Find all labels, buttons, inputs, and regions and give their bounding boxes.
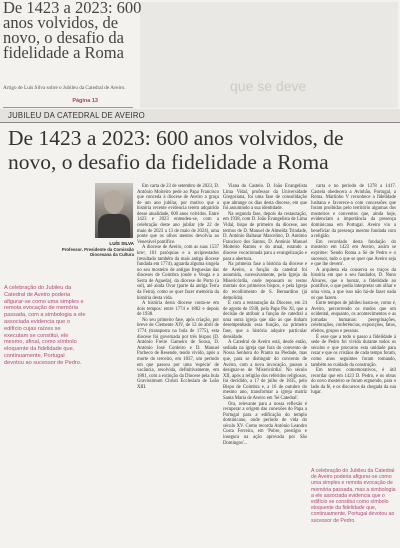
pull-quote: A celebração do Jubileu da Catedral de Aveiro poderia afigurar-se como uma simples e remota evocação de memória passada, com a simbologia a ele associada evidencia que o edifício cujas raízes se executam se constitui, ele mesmo, afinal, como símbolo eloquente da fidelidade que, continuamente, Portugal devotou ao sucessor de Pedro. xyxy=(4,285,86,366)
author-photo-body xyxy=(98,214,130,238)
paragraph: No seu primeiro fase, após criação, por breve de Clemente XIV, de 12 de abril de 1774 (transposta na bula de 1775), esta diocese foi governada por três bispos (D. António Freire Gameiro de Sousa, D. António José Cordeiro e D. Manuel Pacheco de Resende, tendo vivido, após a morte do terceiro, em 1837, um período em que passou por uma 'espécie' de vacância, resolvida, definitivamente, em 1881, com a extinção da Diocese pela bula Gravissimum Christi Ecclesiam de Leão XIII. xyxy=(137,317,219,390)
paragraph: É com a restauração da Diocese, em 24 de agosto de 1938, pela Papa Pio XI, que a decisão de atribuir a função de catedral a uma outra igreja que não as que tinham desempenhado essa função, na primeira fase, que a história adquire particular densidade. xyxy=(223,301,307,340)
paragraph: Viana do Castelo. D. João Evangelista Lima Vidal, professor da Universidade Gregoriana, foi uma fase de consolidação que abrange os dias desta diocese, em que foi assumindo a sua identidade. xyxy=(223,184,307,212)
author-name: LUÍS SILVA xyxy=(109,241,134,246)
body-column-3 xyxy=(311,184,396,396)
paragraph: Na segunda fase, depois da restauração, em 1938, com D. João Evangelista de Lima Vidal, bispo de primeiro da diocese, aos termos de D. Manuel de Almeida Trindade, D. António Baltasar Marcelino, D. António Francisco dos Santos, D. António Manuel Moiteiro Ramos e do atual, estando a diocese vocacionada para a evangelização e para a abertura. xyxy=(223,211,307,262)
teaser-divider xyxy=(3,107,133,108)
paragraph: Em carta de 23 de setembro de 2023, D. António Moiteiro pede ao Papa Francisco que conceda à diocese de Aveiro a graça de um ano jubilar, por motivo que a história recente evidencia terem adquirido desse atualidade, 600 anos volvidos. Entre 1423 e 2023 entendeu-se, com a celebração deste ano jubilar (de 22 de maio de 2023 a 13 de maio de 2024), uma ponte que os olhos atentos devolvia ao Venerável pontífice. xyxy=(137,184,219,245)
teaser-page-link[interactable]: Página 13 xyxy=(72,98,98,104)
paragraph: Em termos comemorativos, é útil recordar que em 1423 D. Pedro, e os obras do novo mosteiro se foram erguendo, para o lado da fé, e os discursos da chegada da sua lugar. xyxy=(311,368,396,396)
section-label: JUBILEU DA CATEDRAL DE AVEIRO xyxy=(8,111,145,120)
paragraph: A diocese de Aveiro, com as suas 1537 km², 101 paróquias e a arciprestados (resultado também da mais antiga diocese fundada em 1774), aguarda alguma singela no seu mosteiro de antigas freguesias das dioceses de Coimbra (onde o Vouga e a Serra de Agueda), da diocese do Porto (a sul), até ainda Ovar (parte da antiga Terra da Feira), como se quer fazer memória da história desta vida. xyxy=(137,245,219,301)
author-photo-face xyxy=(104,190,124,214)
closing-quote: A celebração do Jubileu da Catedral de Aveiro poderia afigurar-se como uma simples e remota evocação de memória passada, mas a simbologia a ele associada evidencia que o edifício se constitui como símbolo eloquente da fidelidade que, continuamente, Portugal devotou ao sucessor de Pedro. xyxy=(311,468,396,524)
paragraph: A arquiteta ela conserva os traços da história em que o seu fundador, D. Nuno Álvares, que o honrar, a fidelidade ao pontífice, o que podia interpretar um olhar e uma vista, a que isso não há-de fazer nada os que fazem. xyxy=(311,267,396,301)
paragraph: Em recordado desta fundação do mosteiro em 1423 em Aveiro, assim se exprime: 'Sendo Roma a Sé de Pedro e o sucessor, tudo o que se quer que Aveiro seja e que lhe devem'. xyxy=(311,239,396,268)
paragraph: É esse que a todo o passo a fidelidade à sede de Pedro foi vivida durante todos os séculos e que procurou esta unidade para rezar e que os cristãos de cada tempo foram, como anos seguintes foram tomando, também ao cuidado da construção. xyxy=(311,334,396,368)
paragraph: Entre tempos de jubileu basta-se, como é, Aveiro, percorrendo os modos que um ocidental, enquanto, os acontecimentos e as jornadas humanas: peregrinações, celebrações, conferências, exposições, fatos, efeitos, grupos e pessoas. xyxy=(311,301,396,335)
paragraph: carta e no período de 1378 a 1417. Castela obedecera a Avinhão, Portugal, a Roma. Martinho V reconhece a fidelidade lusitana e favorece-a com concessões que foram proibidas pelo território algumas dos mosteiros e conventos que, ainda hoje, evidenciam a importância da presença dominicana em Portugal. Aveiro viu a beneficiar da presença mesmo fundada com a religião. xyxy=(311,184,396,240)
teaser-title[interactable]: De 1423 a 2023: 600 anos volvidos, de novo, o desafio da fidelidade a Roma xyxy=(3,0,142,62)
paragraph: A história desta diocese conta-se em dois tempos: entre 1774 e 1882 e depois de 1938. xyxy=(137,301,219,318)
article-headline: De 1423 a 2023: 600 anos volvidos, de novo, o desafio da fidelidade a Roma xyxy=(8,126,344,174)
body-column-1 xyxy=(137,184,219,390)
paragraph: Ora, relevante para a nossa reflexão é recuperar a origem das conexões do Papa a Portugal para a edificação do templo dominicano, onde período de vida do século XV. Como recorda António Leandro Costa Ferreira, em 'Pobre, prestígio e insegura na ação aprovada por São Domingos'... xyxy=(223,401,307,446)
section-divider xyxy=(0,122,400,123)
author-role: Professor. Presidente da Comissão Diocesana da Cultura xyxy=(61,247,134,258)
body-column-2 xyxy=(223,184,307,446)
teaser-subtitle: Artigo de Luís Silva sobre o Jubileu da Catedral de Aveiro. xyxy=(3,85,126,91)
paragraph: Na primeira fase a história da diocese e de Aveiro, a função da catedral foi assumida, sucessivamente, pela Igreja da Misericórdia, onde repousam os restos mortais dos primeiros bispos, e pela Igreja do recolhimento de S. Bernardino (já demolida). xyxy=(223,262,307,301)
paragraph: A Catedral de Aveiro está, desde então, sediada na igreja que fora do convento de Nossa Senhora do Pranto na Piedade, mas que, para se distinguir do convento de Aveiro, com a nova invocação, passou a designar-se de 'Misericórdia'. No século XII, após a religião dos referidos religiosos, foi decidido, a 17 de julho de 1835, pelo Bispo de Coimbra e, a 16 de outubro do mesmo ano, transformar a igreja matriz Santa Maria de Aveiro em 'Sé Catedral'. xyxy=(223,340,307,401)
bleed-through-text: que se deve xyxy=(230,78,307,94)
